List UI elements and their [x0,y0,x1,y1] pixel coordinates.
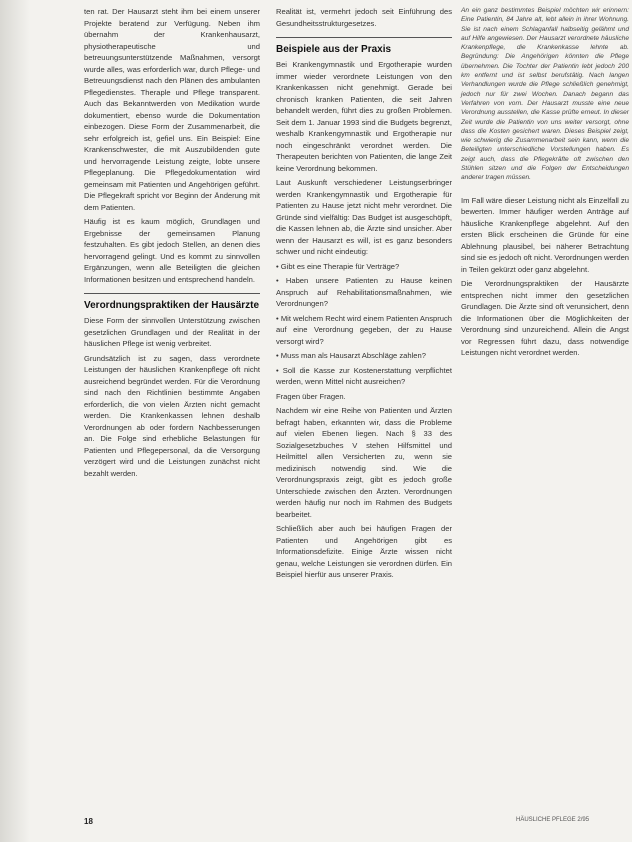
paragraph: Grundsätzlich ist zu sagen, dass verordnete Leistungen der häuslichen Krankenpflege oft nicht ausreichend begründet werden. Für die Verordnung sind nach den Richtlinien bestimmte Angaben erforderlich, die von vielen Ärzten nicht gemacht werden. Die Krankenkassen lehnen deshalb Verordnungen ab oder fordern Nachbesserungen an. Die Folge sind erhebliche Belastungen für Patienten und Pflegepersonal, da die Versorgung verzögert wird und die Leistungen zunächst nicht bezahlt werden. [84,353,260,478]
paragraph: Häufig ist es kaum möglich, Grundlagen und Ergebnisse der gemeinsamen Planung festzuhalten. Es gibt jedoch Stellen, an denen dies hervorragend gelingt. Und es kommt zu sinnvollen Ergänzungen, wenn alle Beteiligten die gleichen Informationen besitzen und entsprechend handeln. [84,217,260,284]
bullet-item: • Haben unsere Patienten zu Hause keinen Anspruch auf Rehabilitationsmaßnahmen, wie Verordnungen? [276,275,452,310]
paragraph: Fragen über Fragen. [276,391,346,401]
bullet-item: • Soll die Kasse zur Kostenerstattung verpflichtet werden, wenn Mittel nicht ausreichen? [276,365,452,388]
section-rule [84,293,260,294]
column-middle [276,6,452,584]
column-right-body [461,195,629,359]
footer-publication: HÄUSLICHE PFLEGE 2/95 [516,817,590,823]
paragraph: Nachdem wir eine Reihe von Patienten und Ärzten befragt haben, erkannten wir, dass die Probleme auf vielen Ebenen liegen. Nach § 33 des Sozialgesetzbuches V stehen Hilfsmittel und Heilmittel allen Versicherten zu, wenn sie medizinisch notwendig sind. Wie die Verordnungspraxis zeigt, gibt es jedoch große Unterschiede zwischen den Ärzten. Verordnungen werden häufig nur noch im Rahmen des Budgets bearbeitet. [276,406,452,519]
italic-case-study: An ein ganz bestimmtes Beispiel möchten wir erinnern: Eine Patientin, 84 Jahre alt, lebt allein in ihrer Wohnung. Sie ist nach einem Schlaganfall halbseitig gelähmt und auf Hilfe angewiesen. Der Hausarzt verordnete häusliche Krankenpflege, die Krankenkasse lehnte ab. Begründung: Die Angehörigen könnten die Pflege übernehmen. Die Tochter der Patientin lebt jedoch 200 km entfernt und ist selbst berufstätig. Nach langen Verhandlungen wurde die Pflege schließlich genehmigt, jedoch nur für zwei Wochen. Danach begann das Verfahren von vorn. Der Hausarzt musste eine neue Verordnung ausstellen, die Kasse prüfte erneut. In dieser Zeit wurde die Patientin von uns weiter versorgt, ohne dass die Kosten gesichert waren. Dieses Beispiel zeigt, wie schwierig die Zusammenarbeit sein kann, wenn die Beteiligten unterschiedliche Vorstellungen haben. Es zeigt auch, dass die Pflegekräfte oft zwischen den Stühlen sitzen und die Folgen der Entscheidungen anderer tragen müssen. [461,7,629,182]
section-heading-verordnungspraktiken: Verordnungspraktiken der Hausärzte [84,300,260,311]
column-left [84,6,260,482]
section-heading-beispiele: Beispiele aus der Praxis [276,44,392,55]
paragraph: ten rat. Der Hausarzt steht ihm bei einem unserer Projekte beratend zur Verfügung. Neben ihm übernahm der Krankenhausarzt, physiotherapeutische und betreuungsunterstützende Maßnahmen, versorgt wurde alles, was erforderlich war, durch Pflege- und Betreuungsdienst nach den Plänen des ambulanten Pflegedienstes. Theraple und Pflege transparent. Auch das Bekanntwerden von Medikation wurde dokumentiert, ebenso wurde die Dokumentation einbezogen. Diese Form der Zusammenarbeit, die sehr erfolgreich ist, gefiel uns. Ein Beispiel: Eine Krankenschwester, die mit Auszubildenden gute und hervorragende Leistung zeigte, lobte unsere Pflegeplanung. Die Pflegedokumentation wird gemeinsam mit Patienten und Angehörigen geführt. Die Pflegekraft spricht vor Beginn der Änderung mit dem Patienten. [84,7,260,212]
section-rule [276,37,452,38]
bullet-item: • Gibt es eine Therapie für Verträge? [276,261,452,273]
paragraph: Realität ist, vermehrt jedoch seit Einführung des Gesundheitsstrukturgesetzes. [276,7,452,28]
paragraph: Im Fall wäre dieser Leistung nicht als Einzelfall zu bewerten. Immer häufiger werden Anträge auf häusliche Krankenpflege abgelehnt. Auf den ersten Blick erscheinen die Gründe für eine Ablehnung plausibel, bei näherer Betrachtung sind sie es jedoch oft nicht. Verordnungen werden in Teilen gekürzt oder ganz abgelehnt. [461,195,630,274]
paragraph: Schließlich aber auch bei häufigen Fragen der Patienten und Angehörigen gibt es Informationsdefizite. Einige Ärzte wissen nicht genau, welche Leistungen sie verordnen dürfen. Ein Beispiel hierfür aus unserer Praxis. [276,524,452,579]
paragraph: Diese Form der sinnvollen Unterstützung zwischen gesetzlichen Grundlagen und der Realität in der häuslichen Pflege ist wenig verbreitet. [84,316,260,348]
page-gutter-shadow [0,0,30,842]
bullet-item: • Mit welchem Recht wird einem Patienten Anspruch auf eine Verordnung gegeben, der zu Hause versorgt wird? [276,313,452,348]
bullet-item: • Muss man als Hausarzt Abschläge zahlen? [276,350,452,362]
paragraph: Bei Krankengymnastik und Ergotherapie wurden immer wieder verordnete Leistungen von den Krankenkassen nicht genehmigt. Gerade bei chronisch kranken Patienten, die seit Jahren behandelt werden, führt dies zu großen Problemen. Seit dem 1. Januar 1993 sind die Budgets begrenzt, weshalb Krankengymnastik und Ergotherapie nur noch eingeschränkt verordnet werden. Die Therapeuten berichten von Patienten, die lange Zeit keine Verordnung bekommen. [276,60,452,173]
column-right [461,6,629,362]
paragraph: Laut Auskunft verschiedener Leistungserbringer werden Krankengymnastik und Ergotherapie für Patienten zu Hause jetzt nicht mehr verordnet. Die Gründe sind vielfältig: Das Budget ist ausgeschöpft, die Kassen lehnen ab, die Ärzte sind unsicher. Aber wenn der Hausarzt es will, ist es ganz besonders schwer und nicht eindeutig: [276,178,452,256]
page-number: 18 [84,817,93,826]
paragraph: Die Verordnungspraktiken der Hausärzte entsprechen nicht immer den gesetzlichen Grundlagen. Die Ärzte sind oft verunsichert, denn die Informationen über die Möglichkeiten der Verordnung sind unzureichend. Allein die Angst vor Regressen führt dazu, dass notwendige Leistungen nicht verordnet werden. [461,279,629,358]
